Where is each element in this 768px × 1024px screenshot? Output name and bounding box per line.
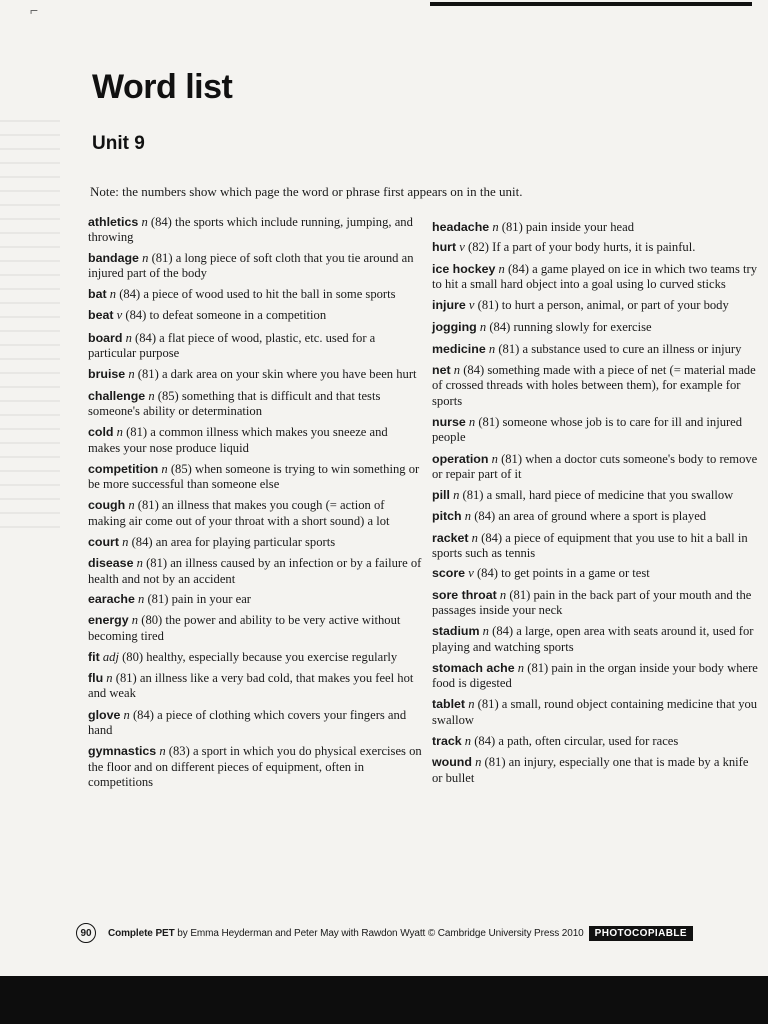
- page-reference: (84): [492, 624, 514, 639]
- page-reference: (84): [474, 509, 496, 524]
- right-column: [432, 220, 760, 786]
- definition: something that is difficult and that tests someone's ability or determination: [88, 388, 381, 418]
- word-entry: [432, 415, 760, 446]
- headword: flu: [88, 671, 104, 686]
- page-reference: (84): [119, 287, 141, 302]
- headword: pitch: [432, 509, 462, 524]
- page-title: Word list: [92, 68, 233, 106]
- headword: injure: [432, 298, 466, 313]
- page-reference: (84): [125, 308, 147, 323]
- word-entry: [432, 734, 760, 749]
- definition: an illness that makes you cough (= action of making air come out of your throat with a short sound) a lot: [88, 498, 390, 528]
- headword: sore throat: [432, 587, 497, 602]
- page-reference: (84): [131, 535, 153, 550]
- definition: a large, open area with seats around it, used for playing and watching sports: [432, 624, 754, 654]
- part-of-speech: n: [128, 498, 135, 513]
- headword: court: [88, 535, 119, 550]
- page-reference: (84): [476, 566, 498, 581]
- word-entry: [432, 488, 760, 503]
- definition: a long piece of soft cloth that you tie around an injured part of the body: [88, 250, 414, 280]
- part-of-speech: n: [479, 320, 487, 335]
- headword: racket: [432, 530, 469, 545]
- definition: a small, hard piece of medicine that you swallow: [486, 488, 734, 503]
- part-of-speech: n: [123, 707, 130, 722]
- word-entry: [432, 624, 760, 655]
- top-rule: [430, 2, 752, 6]
- headword: glove: [88, 707, 121, 722]
- part-of-speech: n: [131, 613, 139, 628]
- word-entry: [88, 287, 423, 302]
- part-of-speech: n: [488, 341, 496, 356]
- word-entry: [88, 308, 423, 323]
- headword: net: [432, 363, 451, 378]
- headword: board: [88, 330, 123, 345]
- page-reference: (81): [501, 220, 523, 234]
- word-entry: [88, 671, 423, 702]
- corner-mark: ⌐: [30, 2, 39, 18]
- left-margin-marks: [0, 120, 60, 540]
- headword: stadium: [432, 624, 480, 639]
- headword: fit: [88, 649, 100, 664]
- headword: jogging: [432, 320, 477, 335]
- page-reference: (81): [115, 671, 137, 686]
- word-entry: [432, 262, 760, 293]
- part-of-speech: v: [468, 566, 474, 581]
- word-entry: [88, 708, 423, 739]
- headword: competition: [88, 461, 159, 476]
- definition: when a doctor cuts someone's body to remove or repair part of it: [432, 451, 758, 481]
- word-entry: [88, 425, 423, 456]
- definition: when someone is trying to win something or be more successful than someone else: [88, 461, 420, 492]
- part-of-speech: n: [148, 388, 155, 403]
- page-reference: (80): [141, 613, 163, 628]
- page-reference: (84): [489, 320, 511, 335]
- page-reference: (81): [527, 660, 549, 675]
- definition: a sport in which you do physical exercises on the floor and on different pieces of equipment, often in competitions: [88, 744, 422, 789]
- part-of-speech: adj: [102, 649, 119, 664]
- headword: track: [432, 734, 462, 749]
- word-entry: [88, 613, 423, 644]
- note-text: Note: the numbers show which page the word or phrase first appears on in the unit.: [90, 184, 523, 199]
- part-of-speech: n: [517, 660, 525, 675]
- word-entry: [432, 566, 760, 581]
- page-reference: (84): [135, 330, 157, 345]
- word-entry: [88, 251, 423, 282]
- definition: a small, round object containing medicine that you swallow: [432, 697, 758, 727]
- part-of-speech: n: [125, 330, 132, 345]
- word-entry: [432, 240, 760, 255]
- part-of-speech: n: [138, 591, 145, 606]
- headword: bat: [88, 287, 107, 302]
- page-reference: (84): [481, 530, 503, 545]
- headword: disease: [88, 556, 134, 571]
- headword: headache: [432, 220, 490, 234]
- part-of-speech: n: [482, 624, 489, 639]
- definition: an area of ground where a sport is played: [498, 509, 707, 524]
- word-entry: [432, 588, 760, 619]
- headword: medicine: [432, 341, 486, 356]
- page-reference: (84): [150, 215, 172, 229]
- page-reference: (81): [509, 587, 531, 602]
- page-reference: (81): [137, 367, 159, 382]
- word-entry: [432, 697, 760, 728]
- headword: beat: [88, 308, 114, 323]
- part-of-speech: n: [128, 367, 135, 382]
- part-of-speech: n: [159, 744, 166, 759]
- word-entry: [88, 462, 423, 493]
- part-of-speech: n: [464, 734, 472, 749]
- page-number: 90: [76, 923, 96, 943]
- part-of-speech: n: [464, 509, 472, 524]
- definition: an injury, especially one that is made by a knife or bullet: [432, 755, 749, 785]
- definition: a dark area on your skin where you have been hurt: [161, 367, 417, 382]
- definition: the sports which include running, jumping, and throwing: [88, 215, 413, 245]
- part-of-speech: n: [491, 451, 498, 466]
- page-reference: (81): [477, 697, 499, 712]
- page-reference: (84): [507, 261, 529, 276]
- page-reference: (81): [147, 591, 169, 606]
- headword: hurt: [432, 240, 457, 255]
- definition: something made with a piece of net (= material made of crossed threads with holes between them), for example for sports: [432, 363, 756, 408]
- word-entry: [432, 452, 760, 483]
- word-entry: [88, 331, 423, 362]
- headword: tablet: [432, 697, 466, 712]
- page-reference: (81): [478, 414, 500, 429]
- part-of-speech: n: [122, 535, 129, 550]
- word-entry: [88, 389, 423, 420]
- word-entry: [88, 744, 423, 790]
- definition: pain in your ear: [171, 591, 251, 606]
- part-of-speech: n: [109, 287, 117, 302]
- page-reference: (81): [484, 755, 506, 770]
- part-of-speech: n: [136, 556, 143, 571]
- definition: running slowly for exercise: [513, 320, 652, 335]
- headword: cold: [88, 425, 114, 440]
- definition: the power and ability to be very active without becoming tired: [88, 613, 401, 643]
- unit-heading: Unit 9: [92, 133, 145, 154]
- part-of-speech: n: [106, 671, 113, 686]
- definition: a common illness which makes you sneeze and makes your nose produce liquid: [88, 425, 388, 455]
- headword: nurse: [432, 414, 466, 429]
- word-entry: [88, 592, 423, 607]
- book-title: Complete PET: [108, 927, 175, 939]
- headword: operation: [432, 451, 489, 466]
- part-of-speech: n: [492, 220, 499, 234]
- page-reference: (85): [170, 461, 192, 476]
- definition: to get points in a game or test: [501, 566, 650, 581]
- part-of-speech: v: [459, 240, 465, 255]
- definition: pain inside your head: [525, 220, 634, 234]
- definition: someone whose job is to care for ill and injured people: [432, 414, 743, 445]
- definition: to hurt a person, animal, or part of your body: [501, 298, 729, 313]
- definition: healthy, especially because you exercise regularly: [146, 649, 398, 664]
- part-of-speech: n: [498, 261, 505, 276]
- definition: an illness caused by an infection or by a failure of health and not by an accident: [88, 556, 422, 586]
- definition: an area for playing particular sports: [155, 535, 336, 550]
- page-reference: (80): [122, 649, 144, 664]
- headword: energy: [88, 613, 129, 628]
- definition: an illness like a very bad cold, that makes you feel hot and weak: [88, 671, 414, 701]
- word-entry: [432, 363, 760, 409]
- part-of-speech: n: [499, 587, 507, 602]
- headword: earache: [88, 591, 135, 606]
- word-entry: [88, 650, 423, 665]
- part-of-speech: v: [468, 298, 475, 313]
- photocopiable-stamp: PHOTOCOPIABLE: [589, 926, 693, 941]
- headword: athletics: [88, 215, 139, 229]
- page-reference: (81): [477, 298, 499, 313]
- page-reference: (83): [168, 744, 190, 759]
- part-of-speech: n: [468, 414, 476, 429]
- definition: a path, often circular, used for races: [498, 734, 679, 749]
- page-reference: (81): [137, 498, 159, 513]
- headword: bruise: [88, 367, 126, 382]
- credit-line: [108, 928, 584, 939]
- part-of-speech: n: [116, 425, 123, 440]
- word-entry: [88, 556, 423, 587]
- word-entry: [432, 509, 760, 524]
- page-reference: (81): [151, 250, 173, 265]
- definition: pain in the back part of your mouth and the passages inside your neck: [432, 587, 752, 617]
- word-entry: [88, 215, 423, 246]
- part-of-speech: n: [453, 363, 461, 378]
- part-of-speech: n: [471, 530, 478, 545]
- page-reference: (84): [132, 707, 154, 722]
- headword: cough: [88, 498, 126, 513]
- page-reference: (82): [468, 240, 489, 255]
- left-column: [88, 215, 423, 790]
- word-entry: [88, 498, 423, 529]
- bottom-scan-band: [0, 976, 768, 1024]
- definition: to defeat someone in a competition: [149, 308, 327, 323]
- definition: pain in the organ inside your body where food is digested: [432, 660, 758, 691]
- word-entry: [432, 531, 760, 562]
- definition: a piece of equipment that you use to hit a ball in sports such as tennis: [432, 530, 748, 561]
- definition: a piece of clothing which covers your fingers and hand: [88, 707, 407, 738]
- word-entry: [432, 298, 760, 313]
- word-entry: [432, 755, 760, 786]
- page-reference: (81): [126, 425, 148, 440]
- part-of-speech: n: [475, 755, 482, 770]
- headword: bandage: [88, 250, 139, 265]
- page-reference: (81): [146, 556, 168, 571]
- word-entry: [432, 220, 760, 235]
- part-of-speech: n: [142, 250, 149, 265]
- headword: stomach ache: [432, 660, 515, 675]
- page-reference: (81): [501, 451, 523, 466]
- part-of-speech: n: [453, 488, 460, 503]
- credit-text: by Emma Heyderman and Peter May with Rawdon Wyatt © Cambridge University Press 2010: [177, 927, 584, 939]
- definition: a flat piece of wood, plastic, etc. used for a particular purpose: [88, 330, 376, 361]
- page-reference: (81): [462, 488, 484, 503]
- definition: a piece of wood used to hit the ball in some sports: [143, 287, 396, 302]
- definition: a substance used to cure an illness or injury: [522, 341, 742, 356]
- page-reference: (85): [157, 388, 179, 403]
- word-entry: [432, 320, 760, 335]
- part-of-speech: n: [161, 461, 168, 476]
- headword: pill: [432, 488, 450, 503]
- word-entry: [432, 342, 760, 357]
- headword: challenge: [88, 388, 146, 403]
- footer: [76, 922, 756, 944]
- part-of-speech: n: [468, 697, 475, 712]
- page-reference: (84): [474, 734, 496, 749]
- definition: a game played on ice in which two teams try to hit a small hard object into a goal using lo curved sticks: [432, 261, 757, 291]
- headword: score: [432, 566, 466, 581]
- page-reference: (81): [498, 341, 520, 356]
- headword: ice hockey: [432, 261, 496, 276]
- headword: gymnastics: [88, 744, 157, 759]
- headword: wound: [432, 755, 472, 770]
- page-reference: (84): [463, 363, 485, 378]
- word-entry: [432, 661, 760, 692]
- word-entry: [88, 535, 423, 550]
- word-entry: [88, 367, 423, 382]
- part-of-speech: n: [141, 215, 148, 229]
- definition: If a part of your body hurts, it is painful.: [492, 240, 696, 255]
- part-of-speech: v: [116, 308, 123, 323]
